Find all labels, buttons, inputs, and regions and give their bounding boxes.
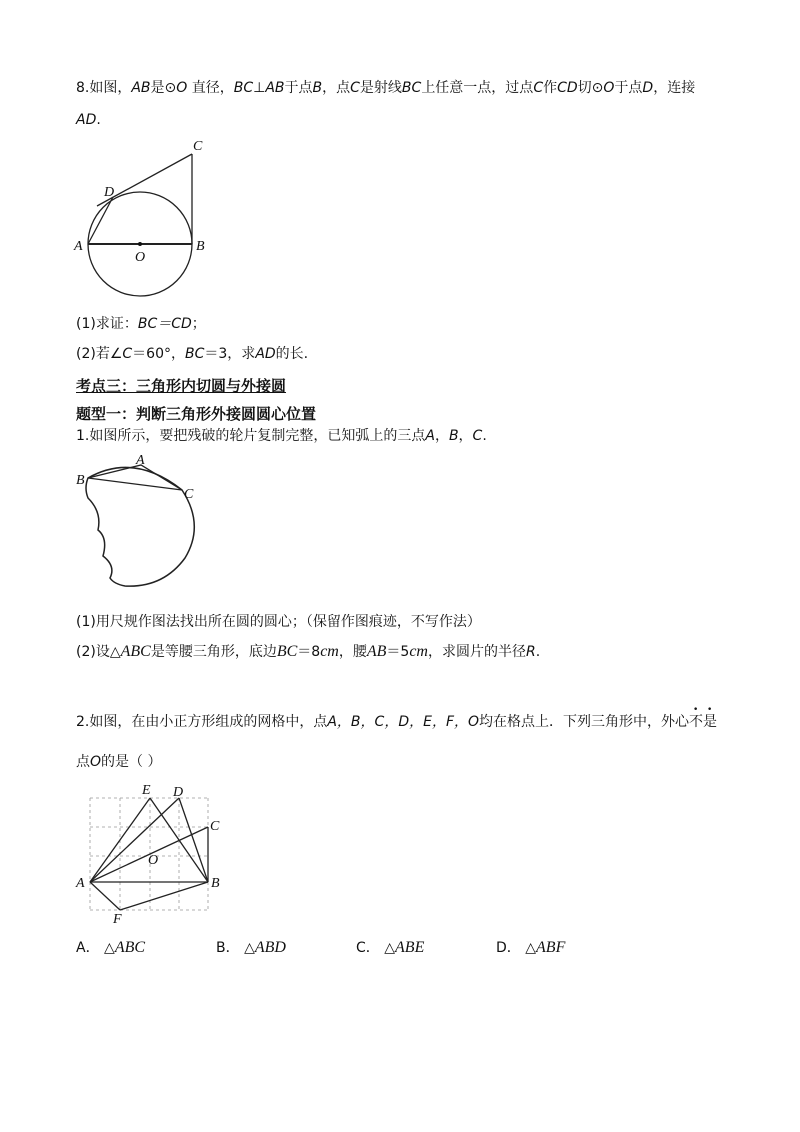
q1-part2: (2)设△ABC是等腰三角形，底边BC＝8cm，腰AB＝5cm，求圆片的半径R. [76, 643, 541, 660]
label-a: A [74, 239, 83, 254]
q8-text-line2: AD. [76, 112, 101, 128]
label-b: B [196, 239, 205, 254]
q2-text-line1: 2.如图，在由小正方形组成的网格中，点A，B，C，D，E，F，O均在格点上．下列三角形中，外心不是 [76, 714, 718, 730]
segment-af [90, 882, 120, 910]
label-o: O [148, 853, 159, 868]
q8-text-line1: 8.如图，AB是⊙O 直径，BC⊥AB于点B，点C是射线BC上任意一点，过点C作CD切⊙O于点D，连接 [76, 80, 696, 96]
label-o: O [135, 250, 146, 265]
label-c: C [210, 819, 220, 834]
label-b: B [211, 876, 220, 891]
q8-part2: (2)若∠C＝60°，BC＝3，求AD的长. [76, 346, 309, 362]
subsection-title: 题型一：判断三角形外接圆圆心位置 [76, 405, 317, 423]
option-c[interactable]: C． △ABE [356, 939, 425, 956]
option-b[interactable]: B． △ABD [216, 939, 286, 956]
q8-part1: (1)求证：BC＝CD； [76, 316, 206, 332]
segment-ad [90, 798, 179, 882]
label-b: B [76, 473, 85, 488]
label-f: F [113, 912, 122, 927]
label-c: C [193, 139, 203, 154]
segment-fb [120, 882, 208, 910]
label-a: A [76, 876, 85, 891]
label-c: C [184, 487, 194, 502]
q1-part1: (1)用尺规作图法找出所在圆的圆心；（保留作图痕迹，不写作法） [76, 614, 481, 630]
label-d: D [173, 785, 184, 800]
q2-text-line2: 点O的是（ ） [76, 754, 162, 770]
section-title: 考点三：三角形内切圆与外接圆 [76, 377, 287, 395]
option-d[interactable]: D． △ABF [496, 939, 566, 956]
label-e: E [142, 783, 151, 798]
segment-db [179, 798, 208, 882]
label-a: A [136, 453, 145, 468]
option-a[interactable]: A． △ABC [76, 939, 146, 956]
q1-text-line1: 1.如图所示，要把残破的轮片复制完整，已知弧上的三点A，B，C. [76, 428, 487, 444]
label-d: D [104, 185, 115, 200]
